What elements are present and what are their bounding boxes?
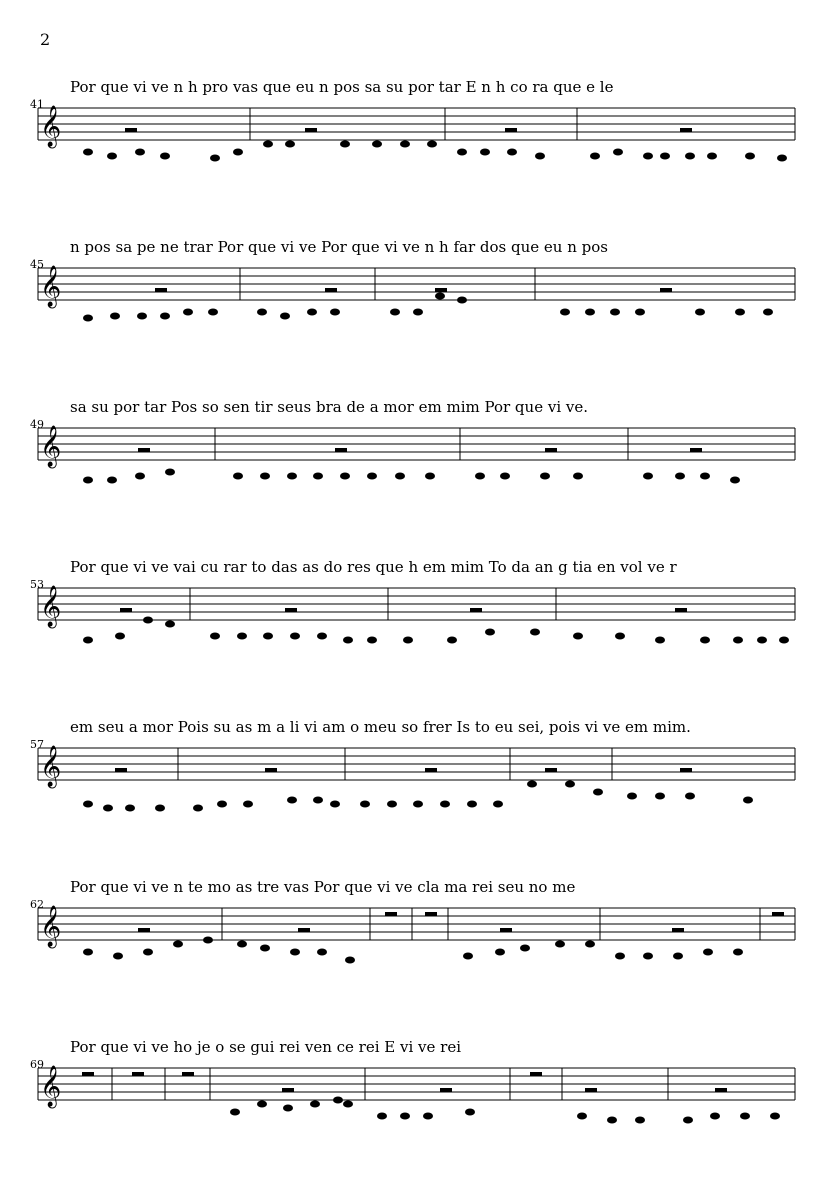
lyrics-line-4: Por que vi ve vai cu rar to das as do res que h em mim To da an g tia en vol ve r [70, 558, 677, 576]
svg-text:𝄞: 𝄞 [40, 586, 62, 627]
staff-system-3 [0, 392, 835, 512]
measure-number-4: 53 [30, 578, 44, 591]
svg-text:𝄞: 𝄞 [40, 106, 62, 147]
lyrics-line-2: n pos sa pe ne trar Por que vi ve Por que vi ve n h far dos que eu n pos [70, 238, 608, 256]
lyrics-line-3: sa su por tar Pos so sen tir seus bra de a mor em mim Por que vi ve. [70, 398, 588, 416]
staff-system-2 [0, 232, 835, 352]
staff-system-1 [0, 72, 835, 192]
staff-system-6 [0, 872, 835, 992]
staff-7 [0, 1032, 835, 1142]
staff-4 [0, 552, 835, 662]
staff-5 [0, 712, 835, 822]
measure-number-3: 49 [30, 418, 44, 431]
staff-3 [0, 392, 835, 502]
svg-text:𝄞: 𝄞 [40, 906, 62, 947]
lyrics-line-7: Por que vi ve ho je o se gui rei ven ce rei E vi ve rei [70, 1038, 462, 1056]
measure-number-6: 62 [30, 898, 44, 911]
lyrics-line-6: Por que vi ve n te mo as tre vas Por que vi ve cla ma rei seu no me [70, 878, 576, 896]
measure-number-7: 69 [30, 1058, 44, 1071]
svg-text:𝄞: 𝄞 [40, 426, 62, 467]
measure-number-1: 41 [30, 98, 44, 111]
lyrics-line-1: Por que vi ve n h pro vas que eu n pos sa su por tar E n h co ra que e le [70, 78, 614, 96]
svg-text:𝄞: 𝄞 [40, 1066, 62, 1107]
staff-1 [0, 72, 835, 182]
measure-number-2: 45 [30, 258, 44, 271]
svg-text:𝄞: 𝄞 [40, 266, 62, 307]
staff-system-7 [0, 1032, 835, 1152]
staff-6 [0, 872, 835, 982]
lyrics-line-5: em seu a mor Pois su as m a li vi am o meu so frer Is to eu sei, pois vi ve em mim. [70, 718, 691, 736]
staff-system-4 [0, 552, 835, 672]
page-number: 2 [40, 30, 51, 49]
svg-text:𝄞: 𝄞 [40, 746, 62, 787]
staff-system-5 [0, 712, 835, 832]
measure-number-5: 57 [30, 738, 44, 751]
staff-2 [0, 232, 835, 342]
